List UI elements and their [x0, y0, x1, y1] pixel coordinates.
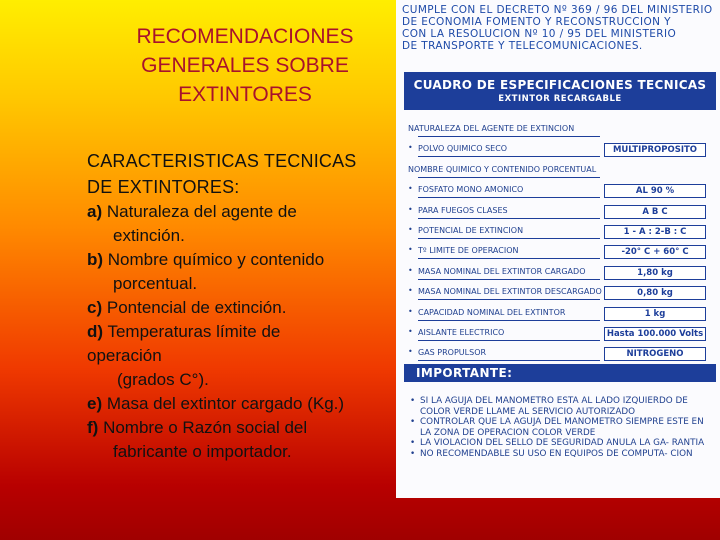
spec-row — [408, 224, 712, 244]
spec-value: A B C — [604, 205, 706, 219]
characteristics-list — [87, 148, 405, 464]
spec-label: FOSFATO MONO AMONICO — [418, 185, 524, 195]
note-item: • SI LA AGUJA DEL MANOMETRO ESTA AL LADO IZQUIERDO DE COLOR VERDE LLAME AL SERVICIO AUTORIZADO — [410, 396, 714, 417]
item-text-cont: porcentual. — [113, 274, 198, 293]
spec-value: 1 - A : 2-B : C — [604, 225, 706, 239]
spec-table — [408, 122, 712, 367]
spec-label: NOMBRE QUIMICO Y CONTENIDO PORCENTUAL — [408, 164, 597, 174]
spec-value: MULTIPROPOSITO — [604, 143, 706, 157]
spec-underline — [418, 156, 600, 157]
important-notes — [410, 396, 714, 460]
spec-value: NITROGENO — [604, 347, 706, 361]
spec-underline — [418, 279, 600, 280]
bullet-icon: • — [408, 184, 413, 194]
spec-underline — [418, 258, 600, 259]
spec-table-title: CUADRO DE ESPECIFICACIONES TECNICAS — [413, 78, 707, 92]
spec-row — [408, 326, 712, 346]
spec-underline — [418, 218, 600, 219]
decree-line: CON LA RESOLUCION Nº 10 / 95 DEL MINISTERIO — [402, 28, 677, 40]
slide-title — [95, 22, 395, 109]
item-letter: d) — [87, 322, 104, 341]
spec-row — [408, 183, 712, 203]
bullet-icon: • — [408, 306, 413, 316]
decree-line: DE TRANSPORTE Y TELECOMUNICACIONES. — [402, 40, 643, 52]
spec-value: AL 90 % — [604, 184, 706, 198]
spec-table-subtitle: EXTINTOR RECARGABLE — [498, 94, 622, 104]
spec-underline — [418, 340, 600, 341]
decree-text — [402, 4, 714, 52]
bullet-icon: • — [408, 326, 413, 336]
list-item-f — [87, 416, 405, 464]
note-item: • NO RECOMENDABLE SU USO EN EQUIPOS DE COMPUTA- CION — [410, 449, 714, 460]
heading-line: DE EXTINTORES: — [87, 177, 240, 197]
spec-value: 0,80 kg — [604, 286, 706, 300]
spec-row — [408, 122, 712, 142]
spec-label: NATURALEZA DEL AGENTE DE EXTINCION — [408, 124, 575, 133]
spec-underline — [418, 360, 600, 361]
extinguisher-label-image — [396, 0, 720, 498]
bullet-icon: • — [408, 204, 413, 214]
list-item-d — [87, 320, 405, 392]
bullet-icon: • — [408, 143, 413, 153]
item-text-cont: fabricante o importador. — [113, 442, 292, 461]
spec-underline — [418, 177, 600, 178]
spec-label: AISLANTE ELECTRICO — [418, 327, 505, 337]
spec-label: MASA NOMINAL DEL EXTINTOR DESCARGADO — [418, 287, 602, 297]
item-letter: a) — [87, 202, 103, 221]
spec-value: 1 kg — [604, 307, 706, 321]
spec-label: PARA FUEGOS CLASES — [418, 205, 508, 215]
spec-row — [408, 163, 712, 183]
bullet-icon: • — [408, 286, 413, 296]
spec-row — [408, 306, 712, 326]
note-item: • CONTROLAR QUE LA AGUJA DEL MANOMETRO SIEMPRE ESTE EN LA ZONA DE OPERACION COLOR VERDE — [410, 417, 714, 438]
spec-underline — [418, 320, 600, 321]
item-text-cont: operación — [87, 346, 162, 365]
item-text: Pontencial de extinción. — [106, 298, 287, 317]
item-text: Masa del extintor cargado (Kg.) — [106, 394, 345, 413]
spec-value: 1,80 kg — [604, 266, 706, 280]
item-text: Nombre químico y contenido — [107, 250, 325, 269]
item-letter: c) — [87, 298, 103, 317]
spec-label: POTENCIAL DE EXTINCION — [418, 225, 524, 235]
spec-underline — [418, 238, 600, 239]
title-line: GENERALES SOBRE — [141, 54, 349, 77]
decree-line: DE ECONOMIA FOMENTO Y RECONSTRUCCION Y — [402, 16, 671, 28]
list-item-c — [87, 296, 405, 320]
spec-row — [408, 244, 712, 264]
bullet-icon: • — [408, 245, 413, 255]
spec-underline — [418, 299, 600, 300]
list-heading — [87, 148, 405, 200]
spec-row — [408, 204, 712, 224]
spec-label: CAPACIDAD NOMINAL DEL EXTINTOR — [418, 307, 566, 317]
spec-label: Tº LIMITE DE OPERACION — [418, 246, 519, 256]
item-letter: b) — [87, 250, 104, 269]
item-letter: e) — [87, 394, 103, 413]
note-item: • LA VIOLACION DEL SELLO DE SEGURIDAD ANULA LA GA- RANTIA — [410, 438, 714, 449]
item-text: Temperaturas límite de — [107, 322, 281, 341]
spec-label: MASA NOMINAL DEL EXTINTOR CARGADO — [418, 266, 586, 276]
list-item-a — [87, 200, 405, 248]
spec-value: Hasta 100.000 Volts — [604, 327, 706, 341]
bullet-icon: • — [408, 347, 413, 357]
item-text: Nombre o Razón social del — [103, 418, 308, 437]
important-header: IMPORTANTE: — [404, 364, 716, 382]
spec-value: -20° C + 60° C — [604, 245, 706, 259]
bullet-icon: • — [408, 224, 413, 234]
spec-label: POLVO QUIMICO SECO — [418, 144, 508, 154]
spec-row — [408, 285, 712, 305]
spec-row — [408, 265, 712, 285]
title-line: EXTINTORES — [178, 83, 312, 106]
list-item-b — [87, 248, 405, 296]
spec-row — [408, 142, 712, 162]
heading-line: CARACTERISTICAS TECNICAS — [87, 151, 357, 171]
spec-label: GAS PROPULSOR — [418, 348, 487, 358]
bullet-icon: • — [408, 265, 413, 275]
item-text-cont: extinción. — [113, 226, 185, 245]
title-line: RECOMENDACIONES — [136, 25, 354, 48]
item-letter: f) — [87, 418, 99, 437]
item-text: Naturaleza del agente de — [106, 202, 297, 221]
spec-underline — [418, 136, 600, 137]
item-text-cont: (grados C°). — [117, 370, 209, 389]
spec-underline — [418, 197, 600, 198]
list-item-e — [87, 392, 405, 416]
spec-table-header — [404, 72, 716, 110]
decree-line: CUMPLE CON EL DECRETO Nº 369 / 96 DEL MINISTERIO — [402, 4, 713, 16]
